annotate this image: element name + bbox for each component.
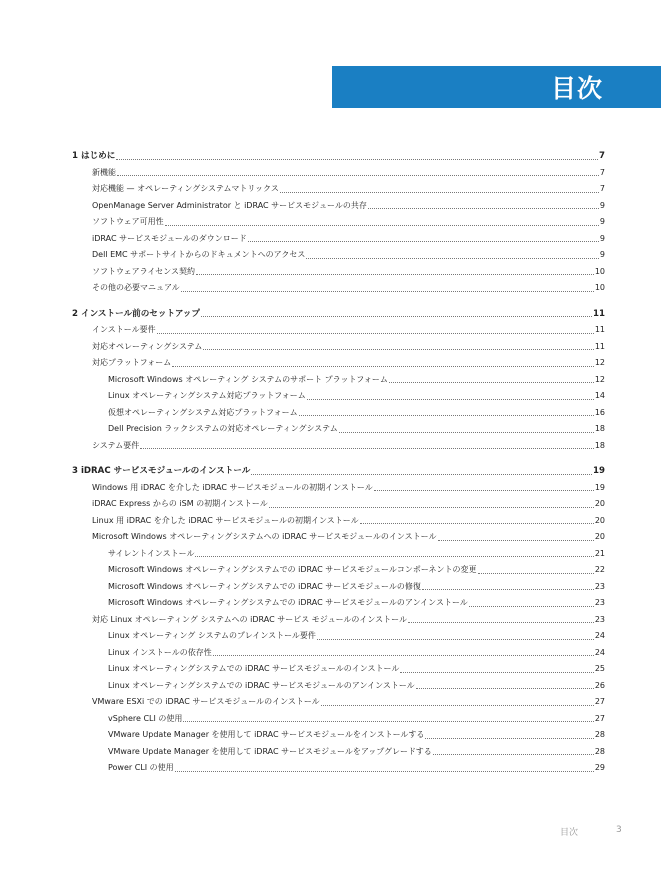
toc-page-number: 27	[594, 697, 605, 706]
toc-entry-title: Microsoft Windows オペレーティングシステムへの iDRAC サービスモジュールのインストール	[92, 532, 437, 541]
toc-entry-link[interactable]	[72, 247, 605, 264]
toc-dot-leader	[117, 175, 599, 176]
toc-entry-title: iDRAC サービスモジュールのダウンロード	[92, 233, 247, 243]
toc-dot-leader	[408, 622, 594, 623]
toc-entry-title: Microsoft Windows オペレーティング システムのサポート プラットフォーム	[108, 374, 388, 384]
toc-entry-title: Microsoft Windows オペレーティングシステムでの iDRAC サービスモジュールコンポーネントの変更	[108, 565, 477, 574]
toc-entry-link[interactable]	[72, 579, 605, 596]
footer-page-number: 3	[616, 825, 622, 835]
toc-entry-title: Dell Precision ラックシステムの対応オペレーティングシステム	[108, 424, 338, 433]
toc-entry-link[interactable]	[72, 405, 605, 422]
toc-dot-leader	[433, 754, 594, 755]
toc-page-number: 23	[594, 581, 605, 591]
toc-dot-leader	[116, 159, 598, 160]
toc-entry-title: Linux オペレーティングシステムでの iDRAC サービスモジュールのインストール	[108, 664, 400, 673]
toc-dot-leader	[165, 225, 599, 226]
toc-entry-link[interactable]	[72, 231, 605, 248]
toc-page-number: 24	[594, 631, 605, 640]
toc-entry-title: Linux インストールの依存性	[108, 647, 212, 657]
toc-page-number: 11	[594, 341, 605, 351]
toc-entry-title: 新機能	[92, 167, 116, 177]
toc-dot-leader	[422, 589, 594, 590]
toc-page-number: 22	[594, 565, 605, 574]
toc-page-number: 20	[594, 532, 605, 541]
toc-dot-leader	[339, 432, 594, 433]
toc-entry-link[interactable]	[72, 612, 605, 629]
toc-entry-link[interactable]	[72, 264, 605, 281]
toc-dot-leader	[389, 382, 594, 383]
toc-page-number: 7	[599, 167, 605, 177]
toc-entry-title: インストール要件	[92, 325, 156, 334]
toc-dot-leader	[203, 349, 593, 350]
table-of-contents	[72, 148, 605, 777]
toc-entry-link[interactable]	[72, 645, 605, 662]
toc-page-number: 12	[594, 358, 605, 367]
toc-entry-link[interactable]	[72, 280, 605, 297]
toc-section-gap	[72, 454, 605, 463]
toc-entry-link[interactable]	[72, 595, 605, 612]
toc-page-number: 10	[594, 266, 605, 276]
toc-entry-link[interactable]	[72, 727, 605, 744]
toc-entry-link[interactable]	[72, 165, 605, 182]
toc-dot-leader	[172, 366, 594, 367]
toc-page-number: 26	[594, 680, 605, 690]
toc-dot-leader	[213, 655, 594, 656]
toc-entry-link[interactable]	[72, 480, 605, 497]
toc-entry-title: 1 はじめに	[72, 151, 116, 161]
toc-entry-title: iDRAC Express からの iSM の初期インストール	[92, 499, 268, 508]
toc-page-number: 9	[599, 233, 605, 243]
toc-dot-leader	[360, 523, 594, 524]
toc-page-number: 24	[594, 647, 605, 657]
toc-entry-title: ソフトウェアライセンス契約	[92, 266, 195, 276]
toc-dot-leader	[469, 606, 594, 607]
toc-entry-title: 対応機能 — オペレーティングシステムマトリックス	[92, 184, 279, 193]
toc-entry-link[interactable]	[72, 678, 605, 695]
toc-chapter-link[interactable]	[72, 306, 605, 323]
toc-entry-link[interactable]	[72, 214, 605, 231]
toc-dot-leader	[201, 316, 592, 317]
toc-page-number: 25	[594, 664, 605, 673]
toc-entry-title: サイレントインストール	[108, 548, 195, 558]
toc-entry-link[interactable]	[72, 628, 605, 645]
toc-page-number: 20	[594, 499, 605, 508]
toc-entry-link[interactable]	[72, 513, 605, 530]
toc-entry-link[interactable]	[72, 744, 605, 761]
toc-dot-leader	[317, 639, 594, 640]
toc-entry-title: Linux 用 iDRAC を介した iDRAC サービスモジュールの初期インストール	[92, 515, 359, 525]
toc-dot-leader	[299, 415, 594, 416]
toc-entry-link[interactable]	[72, 421, 605, 438]
toc-entry-title: Microsoft Windows オペレーティングシステムでの iDRAC サービスモジュールのアンインストール	[108, 598, 468, 607]
toc-page-number: 14	[594, 391, 605, 400]
toc-page-number: 27	[594, 713, 605, 723]
toc-entry-title: 仮想オペレーティングシステム対応プラットフォーム	[108, 407, 298, 417]
toc-entry-title: システム要件	[92, 440, 140, 450]
toc-dot-leader	[280, 192, 599, 193]
toc-dot-leader	[400, 672, 593, 673]
toc-entry-link[interactable]	[72, 355, 605, 372]
toc-chapter-link[interactable]	[72, 463, 605, 480]
toc-dot-leader	[157, 333, 594, 334]
toc-dot-leader	[321, 705, 594, 706]
toc-dot-leader	[374, 490, 594, 491]
toc-page-number: 29	[594, 763, 605, 772]
toc-entry-title: Microsoft Windows オペレーティングシステムでの iDRAC サービスモジュールの修復	[108, 581, 421, 591]
toc-dot-leader	[478, 573, 594, 574]
footer-label: 目次	[560, 828, 579, 838]
toc-entry-title: OpenManage Server Administrator と iDRAC サービスモジュールの共存	[92, 200, 367, 210]
toc-entry-title: vSphere CLI の使用	[108, 713, 183, 723]
toc-entry-link[interactable]	[72, 529, 605, 546]
toc-page-number: 20	[594, 515, 605, 525]
toc-entry-title: 対応プラットフォーム	[92, 358, 172, 367]
toc-entry-title: VMware ESXi での iDRAC サービスモジュールのインストール	[92, 697, 320, 706]
toc-entry-title: Linux オペレーティング システムのプレインストール要件	[108, 631, 316, 640]
toc-entry-link[interactable]	[72, 322, 605, 339]
toc-entry-title: Linux オペレーティングシステムでの iDRAC サービスモジュールのアンインストール	[108, 680, 415, 690]
toc-entry-title: Windows 用 iDRAC を介した iDRAC サービスモジュールの初期インストール	[92, 482, 373, 492]
toc-page-number: 11	[593, 308, 605, 319]
toc-page-number: 16	[594, 407, 605, 417]
toc-entry-link[interactable]	[72, 339, 605, 356]
toc-entry-link[interactable]	[72, 181, 605, 198]
toc-page-number: 12	[594, 374, 605, 384]
toc-entry-title: ソフトウェア可用性	[92, 217, 164, 226]
toc-page-number: 19	[593, 466, 605, 476]
toc-entry-title: その他の必要マニュアル	[92, 283, 180, 292]
toc-entry-link[interactable]	[72, 372, 605, 389]
toc-section-gap	[72, 297, 605, 306]
toc-page-number: 11	[594, 325, 605, 334]
toc-chapter-link[interactable]	[72, 148, 605, 165]
toc-entry-link[interactable]	[72, 694, 605, 711]
toc-dot-leader	[306, 258, 599, 259]
toc-dot-leader	[196, 274, 594, 275]
toc-entry-title: VMware Update Manager を使用して iDRAC サービスモジュールをアップグレードする	[108, 746, 432, 756]
toc-dot-leader	[368, 208, 599, 209]
toc-page-number: 23	[594, 598, 605, 607]
toc-entry-link[interactable]	[72, 388, 605, 405]
toc-entry-link[interactable]	[72, 760, 605, 777]
toc-page-number: 18	[594, 440, 605, 450]
toc-entry-link[interactable]	[72, 198, 605, 215]
toc-page-number: 19	[594, 482, 605, 492]
toc-entry-title: 対応オペレーティングシステム	[92, 341, 203, 351]
toc-page-number: 18	[594, 424, 605, 433]
toc-page-number: 21	[594, 548, 605, 558]
toc-dot-leader	[183, 721, 593, 722]
toc-dot-leader	[181, 291, 594, 292]
toc-dot-leader	[140, 448, 594, 449]
toc-page-number: 23	[594, 614, 605, 624]
toc-page-number: 9	[599, 217, 605, 226]
toc-page-number: 9	[599, 250, 605, 259]
toc-dot-leader	[195, 556, 593, 557]
toc-entry-link[interactable]	[72, 661, 605, 678]
toc-dot-leader	[438, 540, 594, 541]
toc-dot-leader	[251, 474, 592, 475]
toc-entry-title: Linux オペレーティングシステム対応プラットフォーム	[108, 391, 306, 400]
toc-dot-leader	[416, 688, 594, 689]
toc-dot-leader	[425, 738, 593, 739]
toc-dot-leader	[248, 241, 599, 242]
toc-page-number: 9	[599, 200, 605, 210]
toc-entry-title: Power CLI の使用	[108, 763, 174, 772]
toc-dot-leader	[307, 399, 594, 400]
toc-entry-link[interactable]	[72, 546, 605, 563]
toc-entry-link[interactable]	[72, 562, 605, 579]
toc-entry-title: VMware Update Manager を使用して iDRAC サービスモジュールをインストールする	[108, 730, 425, 739]
toc-dot-leader	[269, 507, 594, 508]
toc-page-number: 10	[594, 283, 605, 292]
toc-page-number: 7	[599, 151, 605, 161]
toc-entry-link[interactable]	[72, 496, 605, 513]
toc-entry-title: 対応 Linux オペレーティング システムへの iDRAC サービス モジュールのインストール	[92, 614, 408, 624]
toc-entry-title: 3 iDRAC サービスモジュールのインストール	[72, 466, 251, 476]
toc-dot-leader	[175, 771, 594, 772]
toc-entry-title: 2 インストール前のセットアップ	[72, 308, 200, 319]
toc-page-number: 7	[599, 184, 605, 193]
page-title: 目次	[332, 66, 661, 108]
toc-entry-link[interactable]	[72, 438, 605, 455]
toc-entry-title: Dell EMC サポートサイトからのドキュメントへのアクセス	[92, 250, 306, 259]
toc-entry-link[interactable]	[72, 711, 605, 728]
toc-page-number: 28	[594, 746, 605, 756]
toc-page-number: 28	[594, 730, 605, 739]
